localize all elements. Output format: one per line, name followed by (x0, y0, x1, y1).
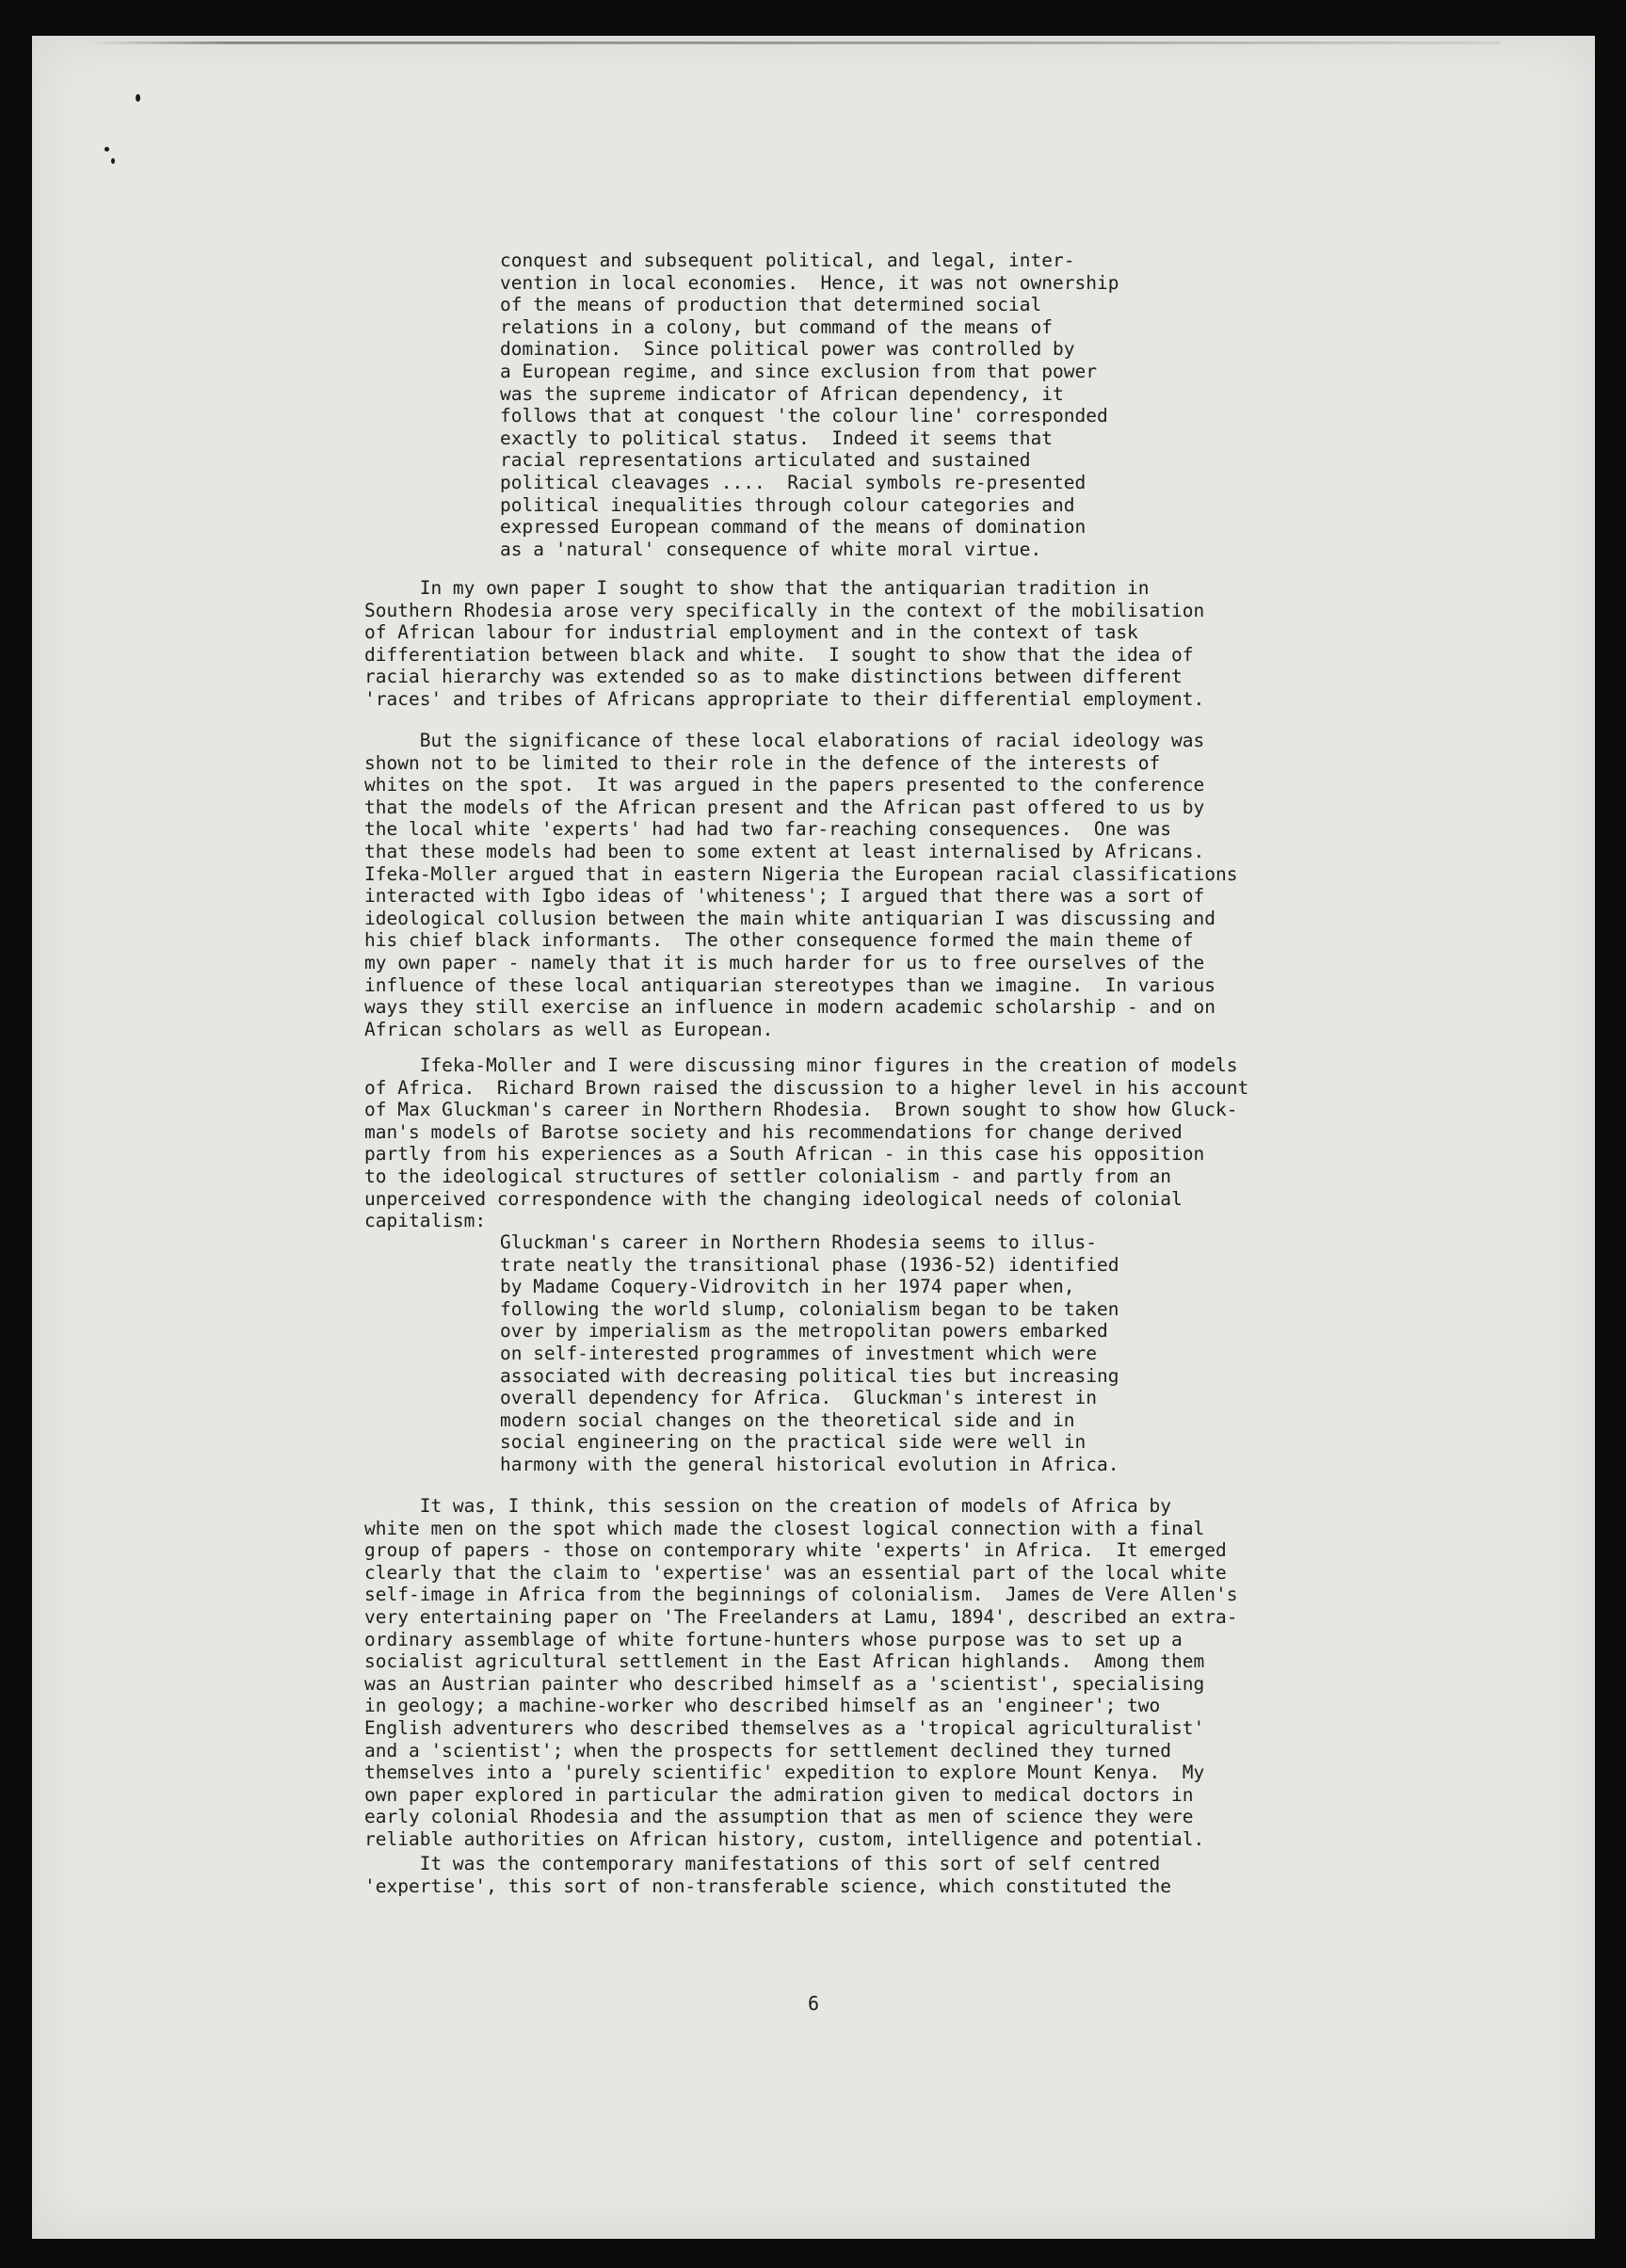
top-edge-rule (89, 41, 1501, 44)
block-quote-1: conquest and subsequent political, and legal, inter- vention in local economies. Hence, it was not ownership of the means of production that determined social relations in a colony, but command of the means of domination. Since political power was controlled by a European regime, and since exclusion from that power was the supreme indicator of African dependency, it follows that at conquest 'the colour line' corresponded exactly to political status. Indeed it seems that racial representations articulated and sustained political cleavages .... Racial symbols re-presented political inequalities through colour categories and expressed European command of the means of domination as a 'natural' consequence of white moral virtue. (500, 249, 1119, 560)
page-number: 6 (807, 1992, 820, 2015)
paragraph-5: It was the contemporary manifestations of this sort of self centred 'expertise', this sort of non-transferable science, which constituted the (364, 1853, 1172, 1897)
ink-speck (136, 94, 140, 102)
paragraph-4: It was, I think, this session on the creation of models of Africa by white men on the spot which made the closest logical connection with a final group of papers - those on contemporary white 'experts' in Africa. It emerged clearly that the claim to 'expertise' was an essential part of the local white self-image in Africa from the beginnings of colonialism. James de Vere Allen's very entertaining paper on 'The Freelanders at Lamu, 1894', described an extra- ordinary assemblage of white fortune-hunters whose purpose was to set up a socialist agricultural settlement in the East African highlands. Among them was an Austrian painter who described himself as a 'scientist', specialising in geology; a machine-worker who described himself as an 'engineer'; two English adventurers who described themselves as a 'tropical agriculturalist' and a 'scientist'; when the prospects for settlement declined they turned themselves into a 'purely scientific' expedition to explore Mount Kenya. My own paper explored in particular the admiration given to medical doctors in early colonial Rhodesia and the assumption that as men of science they were reliable authorities on African history, custom, intelligence and potential. (364, 1495, 1238, 1850)
block-quote-2: Gluckman's career in Northern Rhodesia seems to illus- trate neatly the transitional phase (1936-52) identified by Madame Coquery-Vidrovitch in her 1974 paper when, following the world slump, colonialism began to be taken over by imperialism as the metropolitan powers embarked on self-interested programmes of investment which were associated with decreasing political ties but increasing overall dependency for Africa. Gluckman's interest in modern social changes on the theoretical side and in social engineering on the practical side were well in harmony with the general historical evolution in Africa. (500, 1231, 1119, 1475)
paragraph-1: In my own paper I sought to show that the antiquarian tradition in Southern Rhodesia arose very specifically in the context of the mobilisation of African labour for industrial employment and in the context of task differentiation between black and white. I sought to show that the idea of racial hierarchy was extended so as to make distinctions between different 'races' and tribes of Africans appropriate to their differential employment. (364, 577, 1205, 710)
ink-speck (105, 147, 109, 152)
paragraph-2: But the significance of these local elaborations of racial ideology was shown not to be limited to their role in the defence of the interests of whites on the spot. It was argued in the papers presented to the conference that the models of the African present and the African past offered to us by the local white 'experts' had had two far-reaching consequences. One was that these models had been to some extent at least internalised by Africans. Ifeka-Moller argued that in eastern Nigeria the European racial classifications interacted with Igbo ideas of 'whiteness'; I argued that there was a sort of ideological collusion between the main white antiquarian I was discussing and his chief black informants. The other consequence formed the main theme of my own paper - namely that it is much harder for us to free ourselves of the influence of these local antiquarian stereotypes than we imagine. In various ways they still exercise an influence in modern academic scholarship - and on African scholars as well as European. (364, 730, 1238, 1040)
paragraph-3: Ifeka-Moller and I were discussing minor figures in the creation of models of Africa. Richard Brown raised the discussion to a higher level in his account of Max Gluckman's career in Northern Rhodesia. Brown sought to show how Gluck- man's models of Barotse society and his recommendations for change derived partly from his experiences as a South African - in this case his opposition to the ideological structures of settler colonialism - and partly from an unperceived correspondence with the changing ideological needs of colonial capitalism: (364, 1054, 1249, 1232)
ink-speck (111, 158, 115, 164)
document-page (32, 36, 1595, 2239)
